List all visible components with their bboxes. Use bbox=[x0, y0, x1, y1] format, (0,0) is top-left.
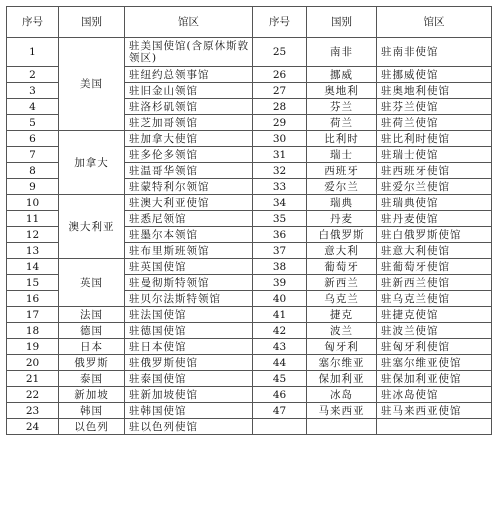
row-number: 7 bbox=[7, 147, 59, 163]
row-number: 10 bbox=[7, 195, 59, 211]
mission-cell-2: 驻马来西亚使馆 bbox=[377, 403, 492, 419]
mission-cell-2: 驻瑞典使馆 bbox=[377, 195, 492, 211]
mission-cell-2: 驻南非使馆 bbox=[377, 38, 492, 67]
header-no-2: 序号 bbox=[253, 7, 307, 38]
mission-cell-2: 驻意大利使馆 bbox=[377, 243, 492, 259]
mission-cell: 驻温哥华领馆 bbox=[125, 163, 253, 179]
row-number: 6 bbox=[7, 131, 59, 147]
row-number: 3 bbox=[7, 83, 59, 99]
mission-cell: 驻洛杉矶领馆 bbox=[125, 99, 253, 115]
country-cell-2: 新西兰 bbox=[307, 275, 377, 291]
row-number: 11 bbox=[7, 211, 59, 227]
row-number-2: 38 bbox=[253, 259, 307, 275]
table-row bbox=[7, 339, 492, 355]
mission-cell-2: 驻塞尔维亚使馆 bbox=[377, 355, 492, 371]
mission-cell-2: 驻奥地利使馆 bbox=[377, 83, 492, 99]
country-cell-2: 匈牙利 bbox=[307, 339, 377, 355]
row-number: 19 bbox=[7, 339, 59, 355]
mission-cell-2: 驻爱尔兰使馆 bbox=[377, 179, 492, 195]
header-no: 序号 bbox=[7, 7, 59, 38]
country-group-cell: 美国 bbox=[59, 38, 125, 131]
country-cell-2: 马来西亚 bbox=[307, 403, 377, 419]
row-number-2: 39 bbox=[253, 275, 307, 291]
header-area: 馆区 bbox=[125, 7, 253, 38]
mission-cell: 驻俄罗斯使馆 bbox=[125, 355, 253, 371]
country-group-cell: 澳大利亚 bbox=[59, 195, 125, 259]
mission-cell: 驻多伦多领馆 bbox=[125, 147, 253, 163]
country-cell-2: 西班牙 bbox=[307, 163, 377, 179]
row-number: 16 bbox=[7, 291, 59, 307]
country-cell-2: 保加利亚 bbox=[307, 371, 377, 387]
row-number: 14 bbox=[7, 259, 59, 275]
country-cell: 德国 bbox=[59, 323, 125, 339]
row-number-2: 27 bbox=[253, 83, 307, 99]
row-number-2: 34 bbox=[253, 195, 307, 211]
country-group-cell: 英国 bbox=[59, 259, 125, 307]
mission-cell: 驻美国使馆(含原休斯敦领区) bbox=[125, 38, 253, 67]
country-cell-2: 爱尔兰 bbox=[307, 179, 377, 195]
table-row bbox=[7, 387, 492, 403]
mission-cell-2: 驻波兰使馆 bbox=[377, 323, 492, 339]
header-country: 国别 bbox=[59, 7, 125, 38]
country-cell-2: 白俄罗斯 bbox=[307, 227, 377, 243]
mission-cell-2: 驻匈牙利使馆 bbox=[377, 339, 492, 355]
row-number-2: 28 bbox=[253, 99, 307, 115]
header-row bbox=[7, 7, 492, 38]
mission-cell-2: 驻西班牙使馆 bbox=[377, 163, 492, 179]
row-number-2: 43 bbox=[253, 339, 307, 355]
row-number-2: 41 bbox=[253, 307, 307, 323]
row-number-2: 44 bbox=[253, 355, 307, 371]
row-number: 15 bbox=[7, 275, 59, 291]
table-row bbox=[7, 259, 492, 275]
mission-cell-2: 驻冰岛使馆 bbox=[377, 387, 492, 403]
country-cell: 以色列 bbox=[59, 419, 125, 435]
row-number-2: 47 bbox=[253, 403, 307, 419]
table-row bbox=[7, 355, 492, 371]
row-number-2: 37 bbox=[253, 243, 307, 259]
row-number-2: 42 bbox=[253, 323, 307, 339]
country-cell-2: 冰岛 bbox=[307, 387, 377, 403]
mission-cell-2: 驻葡萄牙使馆 bbox=[377, 259, 492, 275]
row-number: 20 bbox=[7, 355, 59, 371]
row-number: 5 bbox=[7, 115, 59, 131]
country-cell-2: 荷兰 bbox=[307, 115, 377, 131]
mission-cell: 驻芝加哥领馆 bbox=[125, 115, 253, 131]
row-number-2: 45 bbox=[253, 371, 307, 387]
table-row bbox=[7, 323, 492, 339]
mission-cell: 驻布里斯班领馆 bbox=[125, 243, 253, 259]
table-row bbox=[7, 403, 492, 419]
mission-cell: 驻法国使馆 bbox=[125, 307, 253, 323]
country-cell-2: 瑞典 bbox=[307, 195, 377, 211]
mission-cell: 驻日本使馆 bbox=[125, 339, 253, 355]
row-number-2: 30 bbox=[253, 131, 307, 147]
country-cell: 泰国 bbox=[59, 371, 125, 387]
embassy-table bbox=[6, 6, 492, 435]
table-row bbox=[7, 307, 492, 323]
mission-cell-2: 驻瑞士使馆 bbox=[377, 147, 492, 163]
country-cell-2: 乌克兰 bbox=[307, 291, 377, 307]
row-number: 24 bbox=[7, 419, 59, 435]
mission-cell: 驻泰国使馆 bbox=[125, 371, 253, 387]
mission-cell-2: 驻保加利亚使馆 bbox=[377, 371, 492, 387]
mission-cell-2: 驻芬兰使馆 bbox=[377, 99, 492, 115]
mission-cell: 驻蒙特利尔领馆 bbox=[125, 179, 253, 195]
mission-cell: 驻纽约总领事馆 bbox=[125, 67, 253, 83]
row-number: 12 bbox=[7, 227, 59, 243]
mission-cell-2: 驻丹麦使馆 bbox=[377, 211, 492, 227]
mission-cell: 驻以色列使馆 bbox=[125, 419, 253, 435]
table-row bbox=[7, 195, 492, 211]
country-cell-2: 葡萄牙 bbox=[307, 259, 377, 275]
header-area-2: 馆区 bbox=[377, 7, 492, 38]
country-cell-2: 比利时 bbox=[307, 131, 377, 147]
country-cell-2: 瑞士 bbox=[307, 147, 377, 163]
row-number: 1 bbox=[7, 38, 59, 67]
row-number: 8 bbox=[7, 163, 59, 179]
row-number: 21 bbox=[7, 371, 59, 387]
mission-cell: 驻悉尼领馆 bbox=[125, 211, 253, 227]
row-number-2: 29 bbox=[253, 115, 307, 131]
row-number-2: 36 bbox=[253, 227, 307, 243]
country-group-cell: 加拿大 bbox=[59, 131, 125, 195]
country-cell-2 bbox=[307, 419, 377, 435]
row-number: 17 bbox=[7, 307, 59, 323]
row-number: 9 bbox=[7, 179, 59, 195]
country-cell-2: 奥地利 bbox=[307, 83, 377, 99]
country-cell: 俄罗斯 bbox=[59, 355, 125, 371]
row-number: 18 bbox=[7, 323, 59, 339]
country-cell: 法国 bbox=[59, 307, 125, 323]
row-number-2: 46 bbox=[253, 387, 307, 403]
country-cell-2: 意大利 bbox=[307, 243, 377, 259]
mission-cell: 驻加拿大使馆 bbox=[125, 131, 253, 147]
row-number-2: 35 bbox=[253, 211, 307, 227]
country-cell: 新加坡 bbox=[59, 387, 125, 403]
mission-cell: 驻新加坡使馆 bbox=[125, 387, 253, 403]
row-number: 13 bbox=[7, 243, 59, 259]
mission-cell-2: 驻荷兰使馆 bbox=[377, 115, 492, 131]
mission-cell-2: 驻捷克使馆 bbox=[377, 307, 492, 323]
header-country-2: 国别 bbox=[307, 7, 377, 38]
country-cell-2: 挪威 bbox=[307, 67, 377, 83]
row-number: 23 bbox=[7, 403, 59, 419]
mission-cell: 驻曼彻斯特领馆 bbox=[125, 275, 253, 291]
mission-cell: 驻澳大利亚使馆 bbox=[125, 195, 253, 211]
row-number-2: 40 bbox=[253, 291, 307, 307]
mission-cell-2 bbox=[377, 419, 492, 435]
country-cell-2: 波兰 bbox=[307, 323, 377, 339]
row-number-2: 33 bbox=[253, 179, 307, 195]
country-cell-2: 捷克 bbox=[307, 307, 377, 323]
country-cell-2: 芬兰 bbox=[307, 99, 377, 115]
row-number: 2 bbox=[7, 67, 59, 83]
mission-cell: 驻英国使馆 bbox=[125, 259, 253, 275]
country-cell: 日本 bbox=[59, 339, 125, 355]
row-number-2: 26 bbox=[253, 67, 307, 83]
row-number-2: 32 bbox=[253, 163, 307, 179]
country-cell: 韩国 bbox=[59, 403, 125, 419]
mission-cell-2: 驻白俄罗斯使馆 bbox=[377, 227, 492, 243]
table-row bbox=[7, 131, 492, 147]
country-cell-2: 丹麦 bbox=[307, 211, 377, 227]
row-number: 22 bbox=[7, 387, 59, 403]
row-number-2 bbox=[253, 419, 307, 435]
mission-cell-2: 驻挪威使馆 bbox=[377, 67, 492, 83]
mission-cell-2: 驻比利时使馆 bbox=[377, 131, 492, 147]
mission-cell: 驻旧金山领馆 bbox=[125, 83, 253, 99]
country-cell-2: 塞尔维亚 bbox=[307, 355, 377, 371]
table-row bbox=[7, 38, 492, 67]
mission-cell-2: 驻乌克兰使馆 bbox=[377, 291, 492, 307]
country-cell-2: 南非 bbox=[307, 38, 377, 67]
mission-cell: 驻墨尔本领馆 bbox=[125, 227, 253, 243]
table-row bbox=[7, 419, 492, 435]
mission-cell: 驻德国使馆 bbox=[125, 323, 253, 339]
mission-cell: 驻韩国使馆 bbox=[125, 403, 253, 419]
table-row bbox=[7, 371, 492, 387]
mission-cell-2: 驻新西兰使馆 bbox=[377, 275, 492, 291]
row-number-2: 31 bbox=[253, 147, 307, 163]
row-number-2: 25 bbox=[253, 38, 307, 67]
row-number: 4 bbox=[7, 99, 59, 115]
mission-cell: 驻贝尔法斯特领馆 bbox=[125, 291, 253, 307]
